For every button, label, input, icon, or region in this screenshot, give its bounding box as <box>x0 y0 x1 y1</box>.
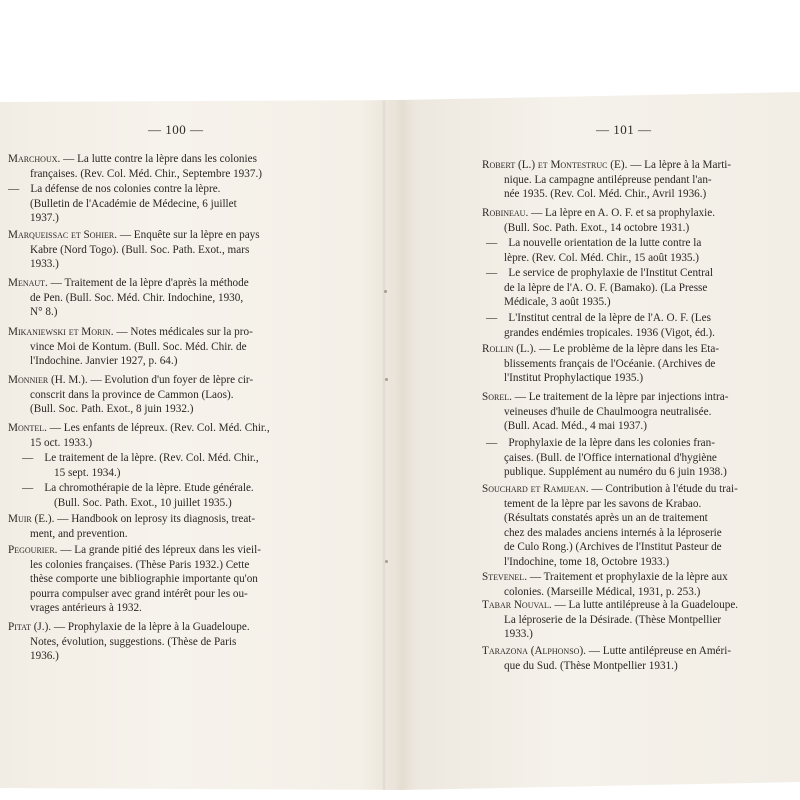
bibliography-entry: — Prophylaxie de la lèpre dans les colonies fran- çaises. (Bull. de l'Office international d'hygiène publique. Supplément au numéro du 6 juin 1938.) <box>486 437 727 479</box>
entry-author: Robert (L.) et Montestruc (E). <box>482 159 628 171</box>
bibliography-entry: Robineau. — La lèpre en A. O. F. et sa prophylaxie. (Bull. Soc. Path. Exot., 14 octobre 1931.) <box>482 207 716 234</box>
entry-author: Rollin (L.). <box>482 343 537 355</box>
entry-dash: — <box>486 267 498 279</box>
bibliography-entry: Mikaniewski et Morin. — Notes médicales sur la pro- vince Moi de Kontum. (Bull. Soc. Méd. Chir. de l'Indochine. Janvier 1927, p. 64.) <box>8 326 253 368</box>
entry-author: Pitat (J.). <box>8 621 52 633</box>
bibliography-entry: Pegourier. — La grande pitié des lépreux dans les vieil- les colonies françaises. (Thèse Paris 1932.) Cette thèse comporte une bibliographie importante qu'on pourra compulser avec grand intérêt pour les ou- vrages antérieurs à 1932. <box>8 544 261 615</box>
binding-staple <box>385 560 388 563</box>
entry-dash: — <box>486 237 498 249</box>
bibliography-entry: Tabar Nouval. — La lutte antilépreuse à la Guadeloupe. La léproserie de la Désirade. (Thèse Montpellier 1933.) <box>482 599 739 641</box>
bibliography-entry: Sorel. — Le traitement de la lèpre par injections intra- veineuses d'huile de Chaulmoogra neutralisée. (Bull. Acad. Méd., 4 mai 1937.) <box>482 391 729 433</box>
entry-dash: — <box>486 437 498 449</box>
bibliography-entry: Souchard et Ramijean. — Contribution à l'étude du trai- tement de la lèpre par les savons de Krabao. (Résultats constatés après un an de traitement chez des malades anciens internés à la léproserie de Culo Rong.) (Archives de l'Institut Pasteur de l'Indochine, tome 18, Octobre 1933.) <box>482 483 738 568</box>
bibliography-entry: Stevenel. — Traitement et prophylaxie de la lèpre aux colonies. (Marseille Médical, 1931, p. 253.) <box>482 571 728 598</box>
bibliography-entry: Rollin (L.). — Le problème de la lèpre dans les Eta- blissements français de l'Océanie. (Archives de l'Institut Prophylactique 1935.) <box>482 343 720 385</box>
entry-author: Stevenel. <box>482 571 528 583</box>
bibliography-entry: Menaut. — Traitement de la lèpre d'après la méthode de Pen. (Bull. Soc. Méd. Chir. Indochine, 1930, N° 8.) <box>8 277 249 319</box>
entry-dash: — <box>8 183 20 195</box>
entry-author: Montel. <box>8 422 47 434</box>
entry-author: Robineau. <box>482 207 529 219</box>
entry-author: Monnier (H. M.). <box>8 374 88 386</box>
entry-author: Sorel. <box>482 391 512 403</box>
bibliography-entry: Robert (L.) et Montestruc (E). — La lèpre à la Marti- nique. La campagne antilépreuse pendant l'an- née 1935. (Rev. Col. Méd. Chir., Avril 1936.) <box>482 159 732 201</box>
entry-author: Marchoux. <box>8 153 61 165</box>
bibliography-entry: — L'Institut central de la lèpre de l'A. O. F. (Les grandes endémies tropicales. 1936 (Vigot, éd.). <box>486 312 715 339</box>
entry-author: Tabar Nouval. <box>482 599 552 611</box>
bibliography-entry: Monnier (H. M.). — Evolution d'un foyer de lèpre cir- conscrit dans la province de Cammon (Laos). (Bull. Soc. Path. Exot., 8 juin 1932.) <box>8 374 254 416</box>
bibliography-entry: Tarazona (Alphonso). — Lutte antilépreuse en Améri- que du Sud. (Thèse Montpellier 1931.) <box>482 645 732 672</box>
bibliography-entry: Marqueissac et Sohier. — Enquête sur la lèpre en pays Kabre (Nord Togo). (Bull. Soc. Path. Exot., mars 1933.) <box>8 229 260 271</box>
entry-author: Mikaniewski et Morin. <box>8 326 114 338</box>
bibliography-entry: Muir (E.). — Handbook on leprosy its diagnosis, treat- ment, and prevention. <box>8 513 256 540</box>
page-number: — 100 — <box>148 122 204 137</box>
bibliography-entry: — La nouvelle orientation de la lutte contre la lèpre. (Rev. Col. Méd. Chir., 15 août 1935.) <box>486 237 702 264</box>
bibliography-entry: Pitat (J.). — Prophylaxie de la lèpre à la Guadeloupe. Notes, évolution, suggestions. (Thèse de Paris 1936.) <box>8 621 250 663</box>
entry-dash: — <box>22 482 34 494</box>
bibliography-entry: — La défense de nos colonies contre la lèpre. (Bulletin de l'Académie de Médecine, 6 juillet 1937.) <box>8 183 237 225</box>
entry-author: Tarazona (Alphonso). <box>482 645 586 657</box>
bibliography-entry: Montel. — Les enfants de lépreux. (Rev. Col. Méd. Chir., 15 oct. 1933.) <box>8 422 270 449</box>
entry-author: Marqueissac et Sohier. <box>8 229 118 241</box>
entry-author: Menaut. <box>8 277 48 289</box>
entry-dash: — <box>486 312 498 324</box>
entry-dash: — <box>22 452 34 464</box>
page-number: — 101 — <box>596 122 652 137</box>
binding-staple <box>385 378 388 381</box>
bibliography-entry: — Le service de prophylaxie de l'Institut Central de la lèpre de l'A. O. F. (Bamako). (La Presse Médicale, 3 août 1935.) <box>486 267 713 309</box>
entry-author: Muir (E.). <box>8 513 55 525</box>
bibliography-entry: — La chromothérapie de la lèpre. Etude générale. (Bull. Soc. Path. Exot., 10 juillet 1935.) <box>22 482 254 509</box>
binding-staple <box>384 290 387 293</box>
entry-author: Pegourier. <box>8 544 58 556</box>
entry-author: Souchard et Ramijean. <box>482 483 589 495</box>
bibliography-entry: — Le traitement de la lèpre. (Rev. Col. Méd. Chir., 15 sept. 1934.) <box>22 452 259 479</box>
bibliography-entry: Marchoux. — La lutte contre la lèpre dans les colonies françaises. (Rev. Col. Méd. Chir., Septembre 1937.) <box>8 153 262 180</box>
